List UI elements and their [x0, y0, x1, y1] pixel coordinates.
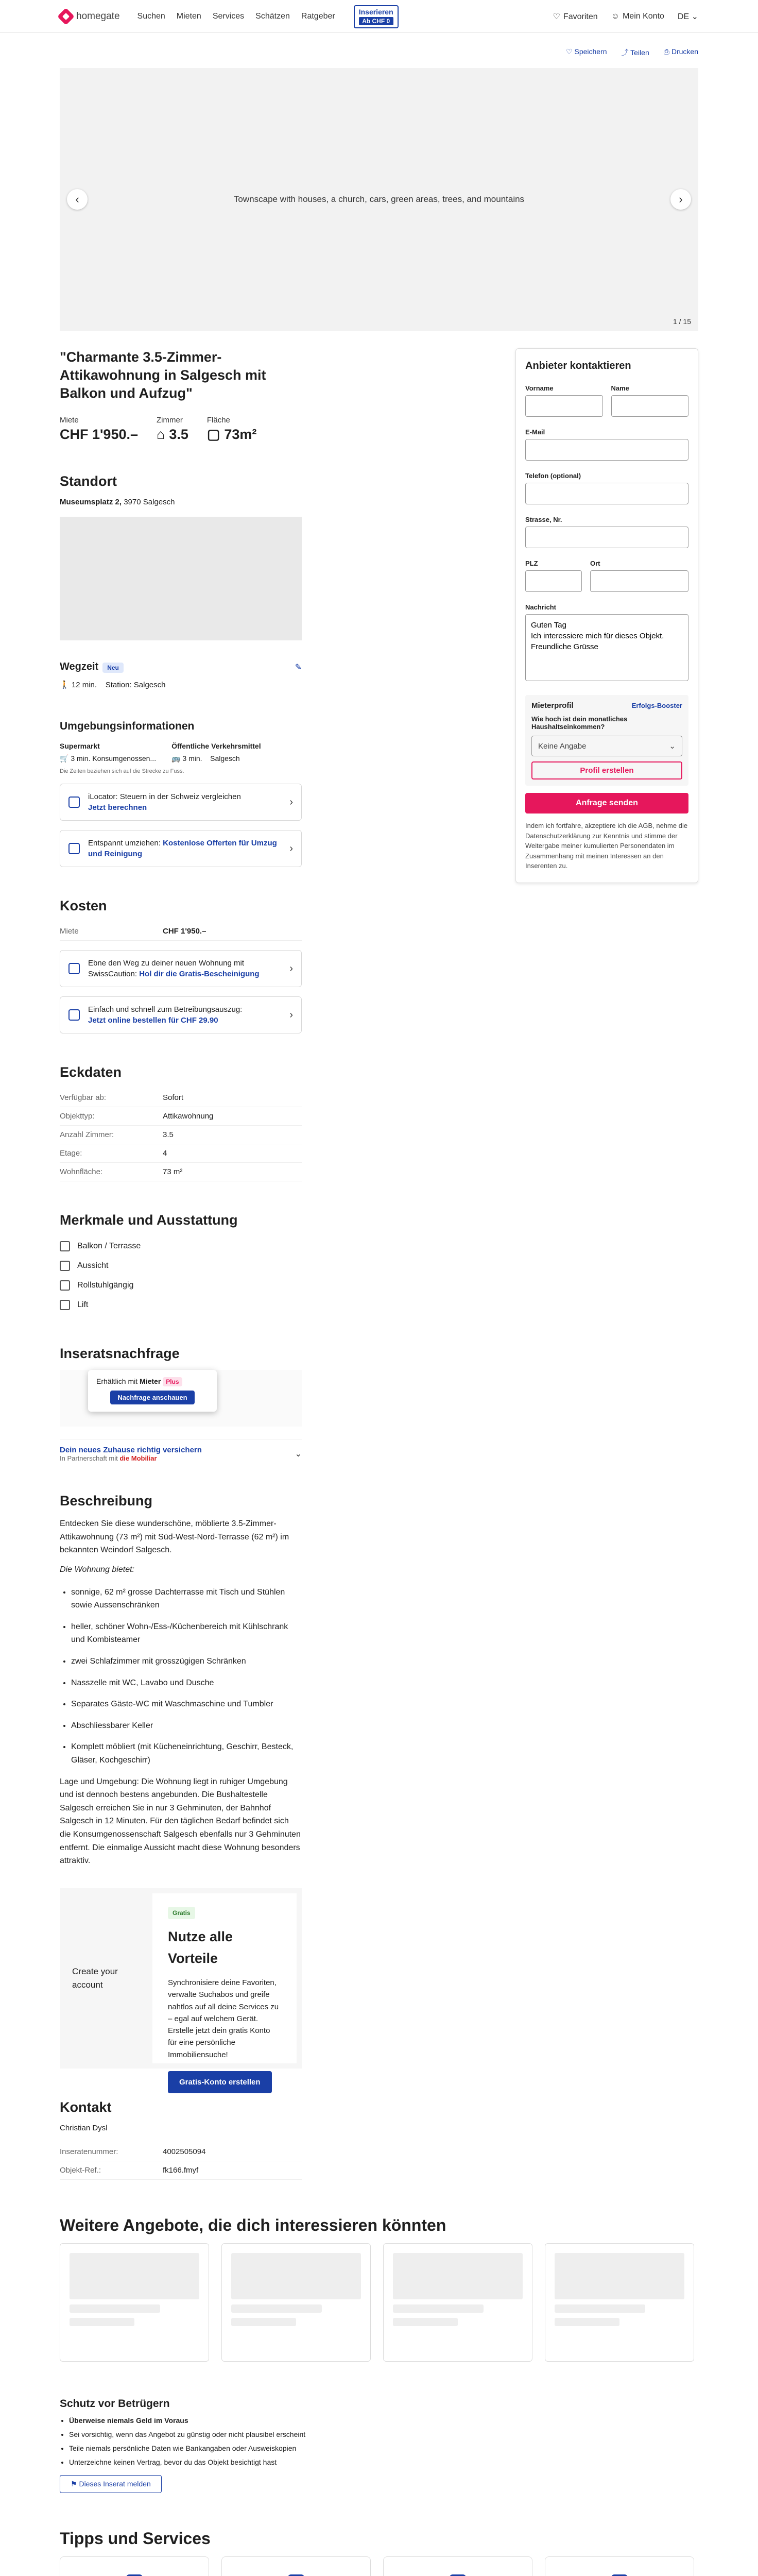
chevron-right-icon: › [289, 1009, 293, 1021]
income-select[interactable]: Keine Angabe ⌄ [531, 736, 682, 756]
user-icon: ☺ [611, 12, 619, 21]
logo-icon [57, 8, 75, 25]
debt-extract-card[interactable]: Einfach und schnell zum Betreibungsauszug: Jetzt online bestellen für CHF 29.90 › [60, 996, 302, 1033]
send-request-button[interactable]: Anfrage senden [525, 793, 688, 814]
rooms-icon: ⌂ [157, 427, 165, 443]
calculator-icon [68, 796, 80, 808]
report-listing-button[interactable]: ⚑ Dieses Inserat melden [60, 2475, 162, 2493]
fraud-section: Schutz vor Betrügern • Überweise niemals Geld im Voraus • Sei vorsichtig, wenn das Angebot zu günstig oder nicht plausibel erscheint • Teile niemals persönliche Daten wie Bankangaben oder Ausweiskopien • Unterzeichne keinen Vertrag, bevor du das Objekt besichtigt hast ⚑ Dieses Inserat melden [60, 2398, 698, 2493]
tip-card [383, 2556, 532, 2576]
favorites-link[interactable]: ♡ Favoriten [553, 12, 598, 21]
gallery-counter: 1 / 15 [673, 317, 691, 326]
chevron-right-icon: › [289, 843, 293, 855]
contact-heading: Kontakt [60, 2099, 112, 2115]
account-link[interactable]: ☺ Mein Konto [611, 12, 664, 21]
area-icon: ▢ [206, 427, 220, 443]
table-row: Anzahl Zimmer: 3.5 [60, 1126, 302, 1144]
bus-icon: 🚌 [171, 754, 183, 763]
more-offers-heading: Weitere Angebote, die dich interessieren könnten [60, 2215, 446, 2234]
tips-heading: Tipps und Services [60, 2529, 211, 2548]
main-nav [137, 12, 347, 21]
chevron-right-icon: › [679, 193, 683, 206]
email-input[interactable] [525, 439, 688, 461]
publish-button[interactable]: Inserieren Ab CHF 0 [354, 5, 399, 28]
env-heading: Umgebungsinformationen [60, 720, 195, 733]
tenant-plus-popup: Erhältlich mit Mieter Plus Nachfrage anschauen [88, 1370, 217, 1412]
table-row: Verfügbar ab: Sofort [60, 1089, 302, 1107]
language-select[interactable]: DE ⌄ [677, 12, 698, 21]
view-icon [60, 1261, 70, 1271]
nav-ratgeber[interactable]: Ratgeber [301, 12, 335, 21]
wheelchair-icon [60, 1280, 70, 1291]
tip-card [60, 2556, 209, 2576]
chevron-down-icon: ⌄ [669, 742, 676, 751]
offer-card-skeleton[interactable] [60, 2243, 209, 2362]
save-button[interactable]: ♡ Speichern [566, 47, 607, 56]
city-input[interactable] [590, 570, 688, 592]
heart-icon: ♡ [553, 12, 560, 21]
view-followup-button[interactable]: Nachfrage anschauen [110, 1391, 194, 1404]
shield-icon [68, 963, 80, 974]
nav-schaetzen[interactable]: Schätzen [255, 12, 290, 21]
area-value: 73m² [224, 427, 257, 443]
chevron-down-icon: ⌄ [691, 12, 698, 21]
location-map[interactable] [60, 517, 302, 640]
cart-icon: 🛒 [60, 754, 71, 763]
walk-icon: 🚶 [60, 681, 72, 690]
elevator-icon [60, 1300, 70, 1310]
insurance-partner[interactable]: Dein neues Zuhause richtig versichern In Partnerschaft mit die Mobiliar ⌄ [60, 1439, 302, 1462]
description-heading: Beschreibung [60, 1493, 153, 1509]
location-heading: Standort [60, 473, 117, 489]
create-account-button[interactable]: Gratis-Konto erstellen [168, 2071, 272, 2093]
list-item: Rollstuhlgängig [60, 1276, 302, 1295]
chevron-right-icon: › [289, 796, 293, 808]
list-item: Lift [60, 1295, 302, 1315]
balcony-icon [60, 1241, 70, 1251]
document-icon [68, 1009, 80, 1021]
moving-card[interactable]: Entspannt umziehen: Kostenlose Offerten für Umzug und Reinigung › [60, 830, 302, 867]
heart-icon: ♡ [566, 47, 575, 56]
truck-icon [68, 843, 80, 854]
list-item: Balkon / Terrasse [60, 1236, 302, 1256]
features-heading: Merkmale und Ausstattung [60, 1212, 238, 1228]
ilocator-card[interactable]: iLocator: Steuern in der Schweiz vergleichen Jetzt berechnen › [60, 784, 302, 821]
offer-card-skeleton[interactable] [545, 2243, 694, 2362]
print-icon: ⎙ [663, 47, 671, 56]
nav-services[interactable]: Services [212, 12, 245, 21]
keydata-table [60, 1089, 302, 1181]
table-row: Objekttyp: Attikawohnung [60, 1107, 302, 1126]
table-row: Etage: 4 [60, 1144, 302, 1163]
swisscaution-card[interactable]: Ebne den Weg zu deiner neuen Wohnung mit SwissCaution: Hol dir die Gratis-Bescheinigung › [60, 950, 302, 987]
offer-card-skeleton[interactable] [383, 2243, 532, 2362]
street-input[interactable] [525, 527, 688, 548]
logo[interactable]: homegate [60, 10, 120, 23]
keydata-heading: Eckdaten [60, 1064, 122, 1080]
tip-card [221, 2556, 371, 2576]
zip-input[interactable] [525, 570, 582, 592]
share-button[interactable]: ⤴ Teilen [621, 48, 649, 57]
chevron-right-icon: › [289, 963, 293, 975]
nav-mieten[interactable]: Mieten [176, 12, 201, 21]
listing-actions [60, 33, 698, 68]
print-button[interactable]: ⎙ Drucken [663, 47, 698, 56]
rent-value: CHF 1'950.– [60, 427, 138, 443]
message-input[interactable] [525, 614, 688, 681]
chevron-down-icon: ⌄ [295, 1450, 302, 1459]
firstname-input[interactable] [525, 395, 603, 417]
listing-details: "Charmante 3.5-Zimmer-Attikawohnung in Salgesch mit Balkon und Aufzug" Miete CHF 1'950.– Zimmer ⌂ 3.5 Fläche ▢ 73m² Standort Museumsplatz 2, 3970 Salgesch Wegzeit Neu ✎ 🚶 12 min. Station: Salgesch Umgebungsinformationen Supermarkt 🛒 3 min. Konsumgenossen... Öffentliche Verkehrsmittel 🚌 3 min. Salgesch Die Zeiten beziehen sich auf die Strecke zu Fuss. iLocator: Steuern in der Schweiz vergleichen Jetzt berechnen › Entspannt umziehen: Kostenlose Offerten für Umzug und Reinigung › Kosten Miete CHF 1'950.– Ebne den Weg zu deiner neuen Wohnung mit SwissCaution: Hol dir die Gratis-Bescheinigung › Einfach und schnell zum Betreibungsauszug: Jetzt online bestellen für CHF 29.90 › Eckdaten Verfügbar ab: Sofort Objekttyp: Attikawohnung Anzahl Zimmer: 3.5 Etage: 4 Wohnfläche: 73 m² Merkmale und Ausstattung Balkon / Terrasse Aussicht Rollstuhlgängig Lift Inseratsnachfrage Erhältlich mit Mieter Plus Nachfrage anschauen Dein neues Zuhause richtig versichern In Partnerschaft mit die Mobiliar ⌄ Beschreibung Entdecken Sie diese wunderschöne, möblierte 3.5-Zimmer-Attikawohnung (73 m²) mit Süd-West-Nord-Terrasse (62 m²) im bekannten Weindorf Salgesch. Die Wohnung bietet: • sonnige, 62 m² grosse Dachterrasse mit Tisch und Stühlen sowie Aussenschränken • heller, schöner Wohn-/Ess-/Küchenbereich mit Kühlschrank und Kombisteamer • zwei Schlafzimmer mit grosszügigen Schränken • Nasszelle mit WC, Lavabo und Dusche • Separates Gäste-WC mit Waschmaschine und Tumbler • Abschliessbarer Keller • Komplett möbliert (mit Kücheneinrichtung, Geschirr, Besteck, Gläser, Kochgeschirr) Lage und Umgebung: Die Wohnung liegt in ruhiger Umgebung und ist dennoch bestens angebunden. Die Bushaltestelle Salgesch erreichen Sie in nur 3 Gehminuten, der Bahnhof Salgesch in 12 Minuten. Für den täglichen Bedarf befindet sich die Konsumgenossenschaft Salgesch ebenfalls nur 3 Gehminuten entfernt. Die einmalige Aussicht macht diese Wohnung besonders attraktiv. Create your account Gratis Nutze alle Vorteile Synchronisiere deine Favoriten, verwalte Suchabos und greife nahtlos auf all deine Services zu – egal auf welchem Gerät. Erstelle jetzt dein gratis Konto für eine persönliche Immobiliensuche! Gratis-Konto erstellen Kontakt Christian Dysl Inseratenummer: 4002505094 Objekt-Ref.: fk166.fmyf [60, 348, 302, 2180]
gallery-prev-button[interactable] [67, 189, 88, 210]
lastname-input[interactable] [611, 395, 689, 417]
more-offers [60, 2243, 698, 2362]
contact-form: Anbieter kontaktieren Vorname Name E-Mail Telefon (optional) Strasse, Nr. PLZ Ort Nachricht Guten Tag Ich interessiere mich für dieses Objekt. Freundliche Grüsse Mieterprofil Erfolgs-Booster Wie hoch ist dein monatliches Haushaltseinkommen? Keine Angabe ⌄ Profil erstellen Anfrage senden Indem ich fortfahre, akzeptiere ich die AGB, nehme die Datenschutzerklärung zur Kenntnis und stimme der Weitergabe meiner kumulierten Personendaten im Zusammenhang mit meinen Interessen an den Inserenten zu. [515, 348, 698, 883]
costs-heading: Kosten [60, 898, 107, 914]
phone-input[interactable] [525, 483, 688, 504]
gallery-image-alt: Townscape with houses, a church, cars, green areas, trees, and mountains [233, 194, 525, 204]
site-header [0, 0, 758, 33]
flag-icon: ⚑ [71, 2479, 79, 2488]
new-badge: Neu [102, 663, 124, 673]
chevron-left-icon: ‹ [75, 193, 79, 206]
rooms-value: 3.5 [169, 427, 188, 443]
create-profile-button[interactable]: Profil erstellen [531, 761, 682, 779]
account-promo: Create your account Gratis Nutze alle Vorteile Synchronisiere deine Favoriten, verwalte Suchabos und greife nahtlos auf all deine Services zu – egal auf welchem Gerät. Erstelle jetzt dein gratis Konto für eine persönliche Immobiliensuche! Gratis-Konto erstellen [60, 1888, 302, 2069]
edit-icon[interactable]: ✎ [295, 663, 302, 672]
share-icon: ⤴ [621, 48, 631, 57]
offer-card-skeleton[interactable] [221, 2243, 371, 2362]
nav-suchen[interactable]: Suchen [137, 12, 165, 21]
tip-card [545, 2556, 694, 2576]
gallery-next-button[interactable] [670, 189, 691, 210]
list-item: Aussicht [60, 1256, 302, 1276]
listing-title: "Charmante 3.5-Zimmer-Attikawohnung in Salgesch mit Balkon und Aufzug" [60, 349, 266, 401]
followup-heading: Inseratsnachfrage [60, 1346, 180, 1362]
photo-gallery[interactable] [60, 68, 698, 331]
table-row: Wohnfläche: 73 m² [60, 1163, 302, 1181]
